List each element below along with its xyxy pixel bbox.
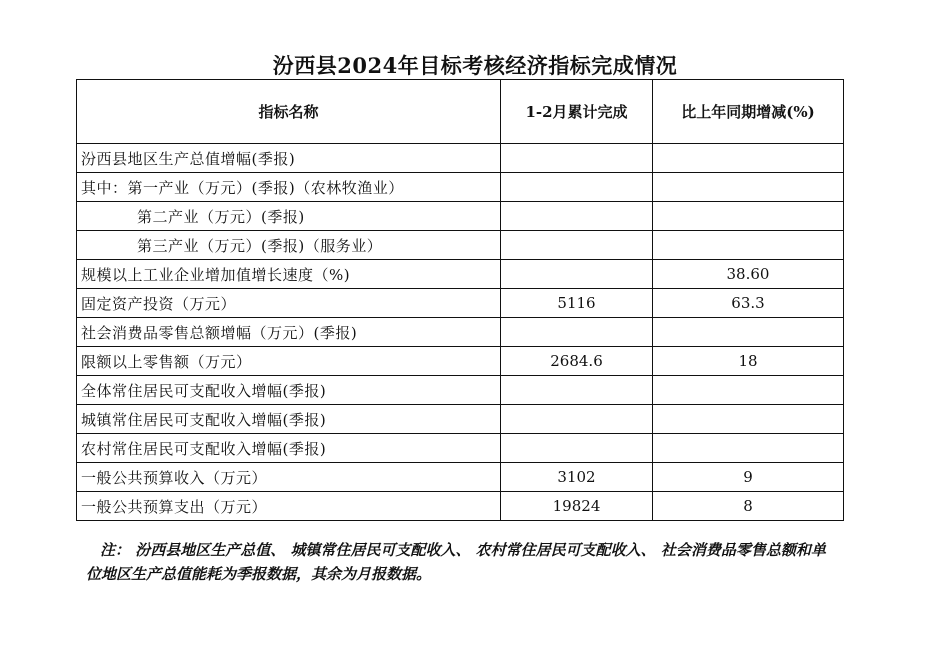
table-row [77, 144, 844, 173]
indicator-name: 其中：第一产业（万元）(季报)（农林牧渔业） [77, 173, 501, 202]
cumulative-value [501, 318, 653, 347]
cumulative-value: 19824 [501, 492, 653, 521]
table-row [77, 434, 844, 463]
cumulative-value [501, 405, 653, 434]
table-header-row [77, 80, 844, 144]
indicator-name: 城镇常住居民可支配收入增幅(季报) [77, 405, 501, 434]
change-value [653, 173, 844, 202]
cumulative-value [501, 231, 653, 260]
table-row [77, 492, 844, 521]
cumulative-value: 3102 [501, 463, 653, 492]
table-row [77, 463, 844, 492]
indicator-name: 汾西县地区生产总值增幅(季报) [77, 144, 501, 173]
table-row [77, 202, 844, 231]
change-value: 18 [653, 347, 844, 376]
change-value [653, 434, 844, 463]
cumulative-value [501, 202, 653, 231]
table-row [77, 289, 844, 318]
cumulative-value [501, 376, 653, 405]
table-row [77, 405, 844, 434]
cumulative-value [501, 434, 653, 463]
table-row [77, 347, 844, 376]
table-row [77, 173, 844, 202]
change-value: 8 [653, 492, 844, 521]
header-cumulative: 1-2月累计完成 [501, 80, 653, 144]
change-value [653, 376, 844, 405]
cumulative-value [501, 260, 653, 289]
table-row [77, 231, 844, 260]
change-value [653, 144, 844, 173]
change-value: 63.3 [653, 289, 844, 318]
change-value [653, 231, 844, 260]
indicator-name: 限额以上零售额（万元） [77, 347, 501, 376]
header-indicator-name: 指标名称 [77, 80, 501, 144]
cumulative-value: 5116 [501, 289, 653, 318]
change-value: 9 [653, 463, 844, 492]
indicator-name: 固定资产投资（万元） [77, 289, 501, 318]
indicator-table [76, 79, 844, 521]
cumulative-value [501, 173, 653, 202]
indicator-name: 规模以上工业企业增加值增长速度（%) [77, 260, 501, 289]
change-value [653, 405, 844, 434]
change-value: 38.60 [653, 260, 844, 289]
change-value [653, 318, 844, 347]
cumulative-value: 2684.6 [501, 347, 653, 376]
indicator-name: 第三产业（万元）(季报)（服务业） [77, 231, 501, 260]
table-row [77, 318, 844, 347]
indicator-name: 第二产业（万元）(季报) [77, 202, 501, 231]
indicator-name: 一般公共预算支出（万元） [77, 492, 501, 521]
table-row [77, 376, 844, 405]
header-yoy-change: 比上年同期增减(%) [653, 80, 844, 144]
page-title: 汾西县2024年目标考核经济指标完成情况 [272, 53, 678, 78]
table-row [77, 260, 844, 289]
indicator-name: 农村常住居民可支配收入增幅(季报) [77, 434, 501, 463]
indicator-name: 社会消费品零售总额增幅（万元）(季报) [77, 318, 501, 347]
change-value [653, 202, 844, 231]
indicator-name: 一般公共预算收入（万元） [77, 463, 501, 492]
cumulative-value [501, 144, 653, 173]
footnote: 注： 汾西县地区生产总值、 城镇常住居民可支配收入、 农村常住居民可支配收入、 社会消费品零售总额和单位地区生产总值能耗为季报数据，其余为月报数据。 [86, 541, 826, 583]
indicator-name: 全体常住居民可支配收入增幅(季报) [77, 376, 501, 405]
